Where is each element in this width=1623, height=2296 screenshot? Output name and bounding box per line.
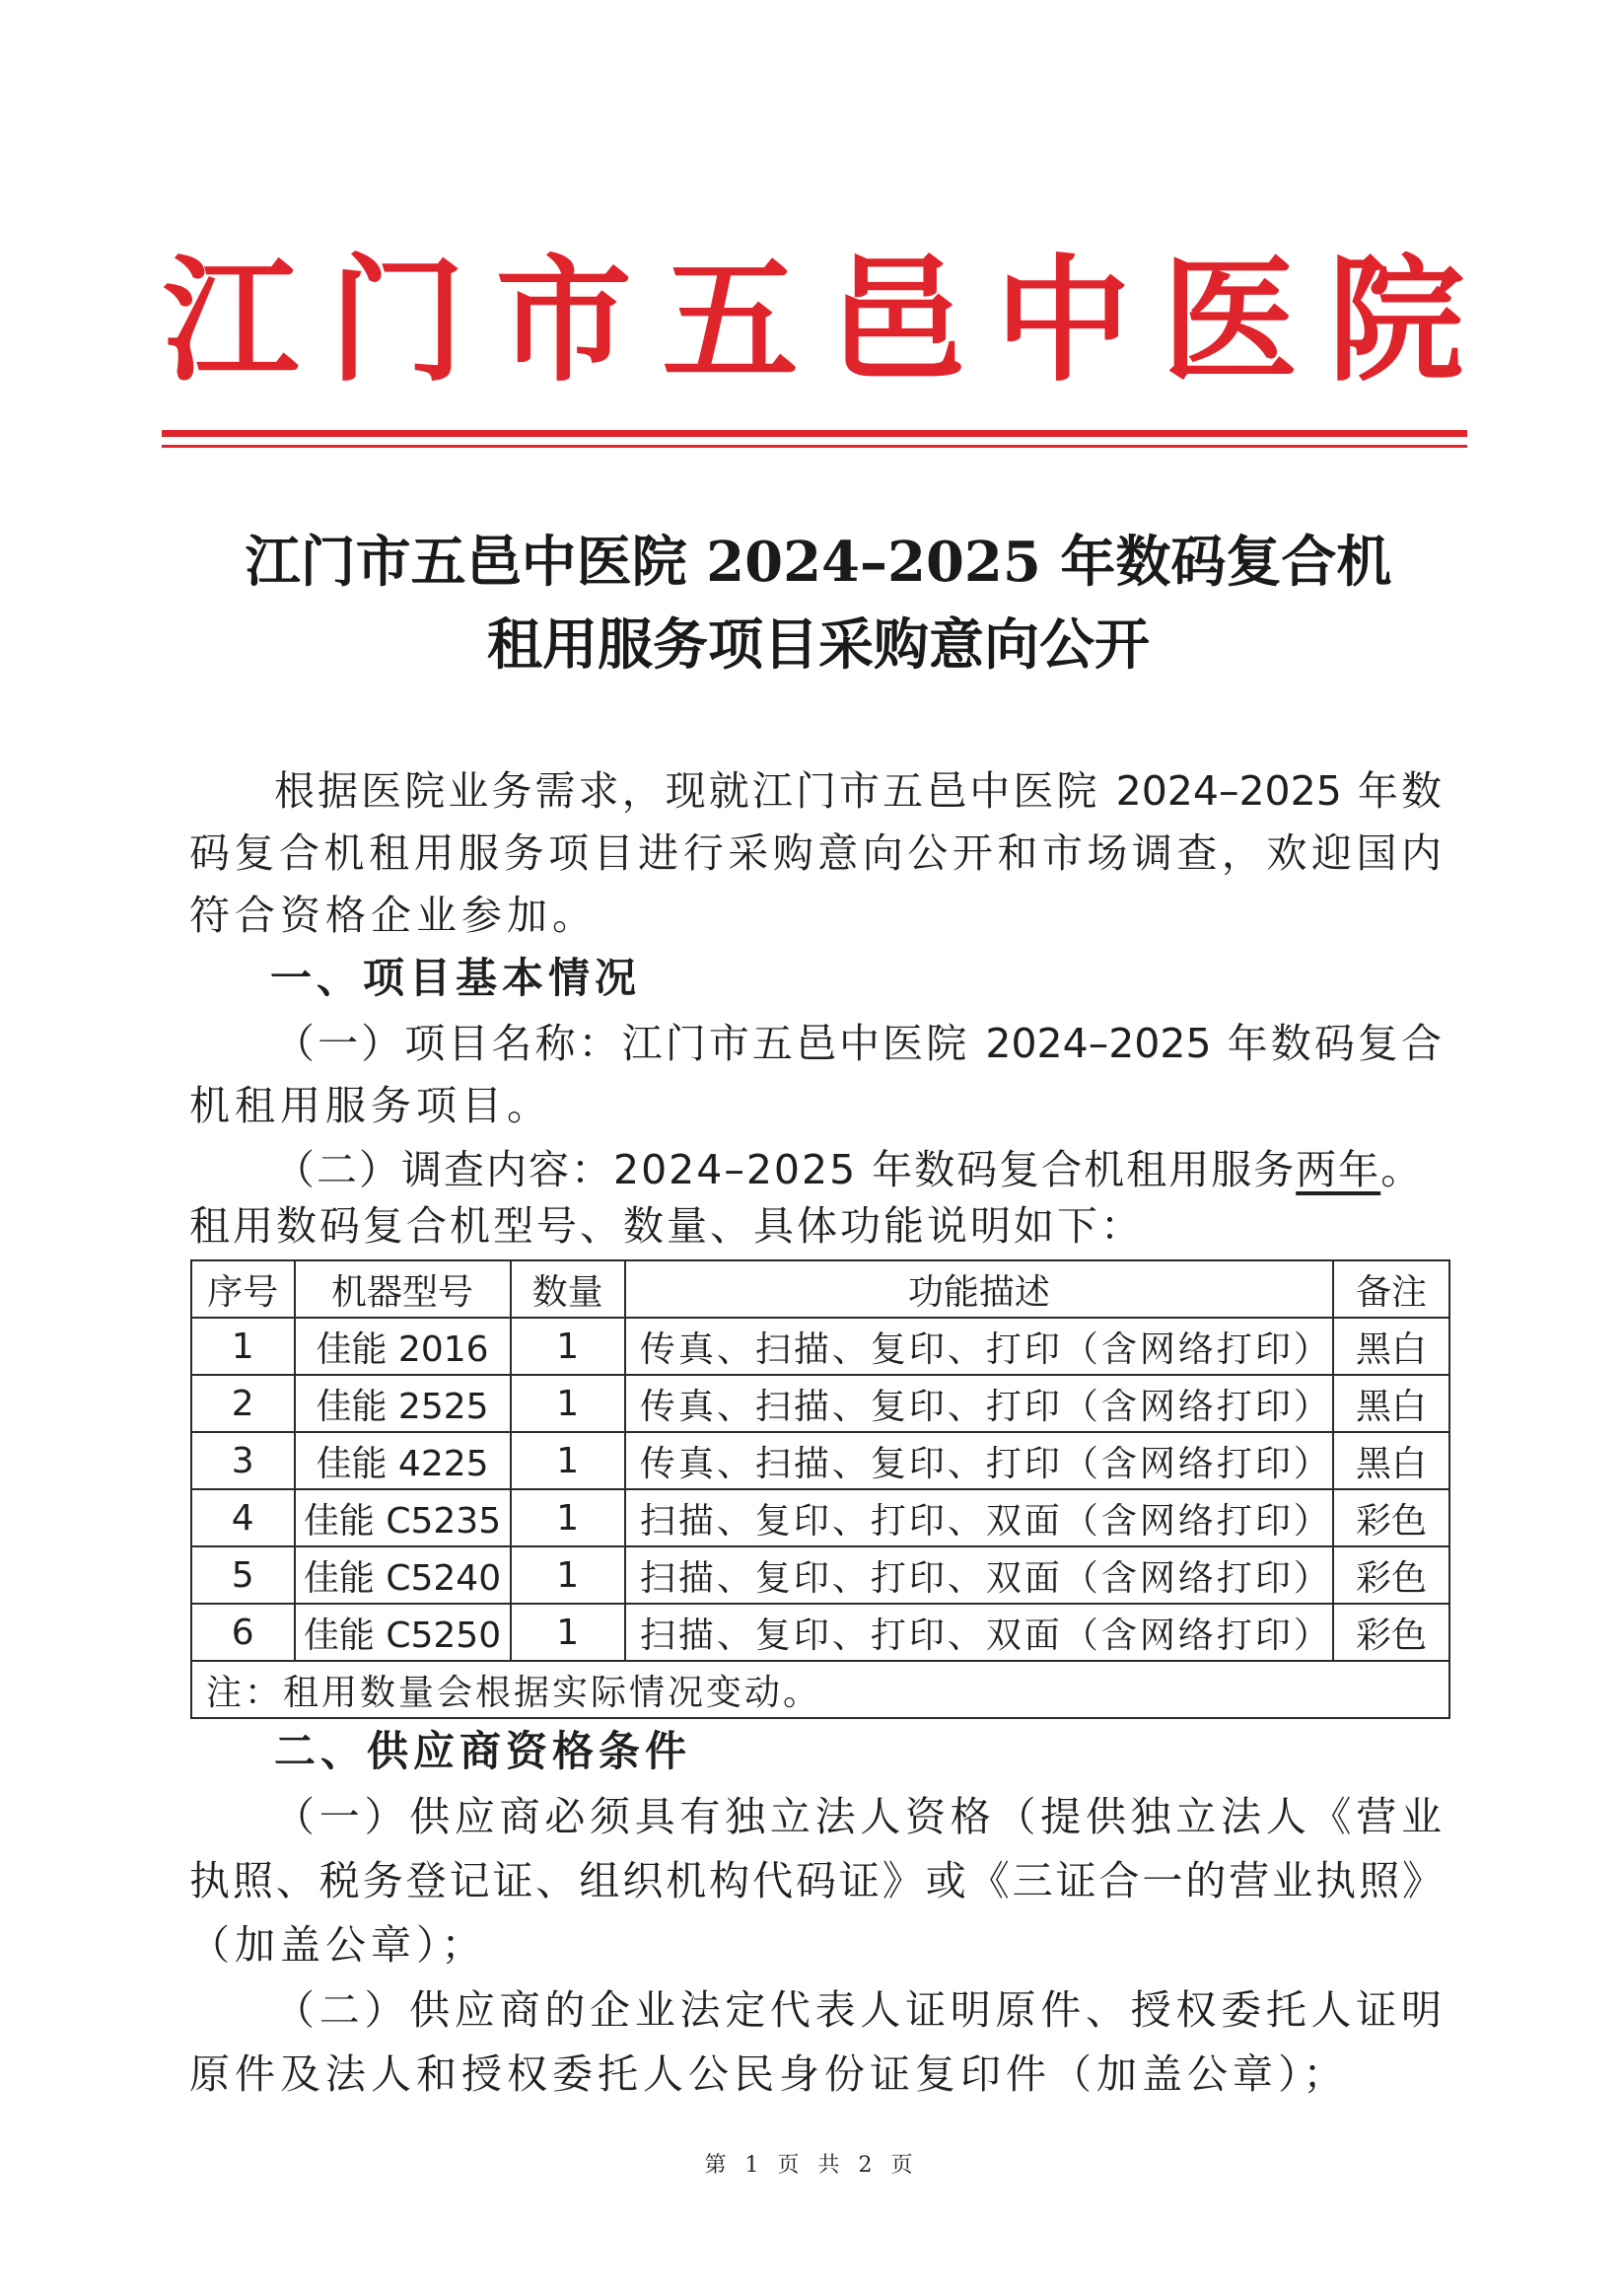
- cell-model: 佳能 4225: [295, 1432, 511, 1489]
- section-1-item-2-line-2: 租用数码复合机型号、数量、具体功能说明如下：: [189, 1202, 1144, 1250]
- cell-quantity: 1: [511, 1604, 625, 1661]
- copier-spec-table: [190, 1259, 1450, 1719]
- table-row: [191, 1375, 1449, 1432]
- cell-index: 3: [191, 1432, 295, 1489]
- letterhead-rule-thick: [162, 430, 1467, 437]
- letterhead-char: 江: [163, 240, 300, 400]
- page-number: 第 1 页 共 2 页: [704, 2153, 919, 2178]
- cell-index: 6: [191, 1604, 295, 1661]
- cell-function: 传真、扫描、复印、打印（含网络打印）: [625, 1318, 1333, 1375]
- table-row: [191, 1489, 1449, 1546]
- cell-remark: 黑白: [1333, 1375, 1449, 1432]
- cell-function: 扫描、复印、打印、双面（含网络打印）: [625, 1546, 1333, 1604]
- section-1-item-1-line-2: 机租用服务项目。: [189, 1082, 552, 1129]
- letterhead-char: 医: [1162, 240, 1299, 400]
- cell-remark: 彩色: [1333, 1546, 1449, 1604]
- header-function: 功能描述: [625, 1260, 1333, 1318]
- cell-function: 传真、扫描、复印、打印（含网络打印）: [625, 1375, 1333, 1432]
- cell-quantity: 1: [511, 1546, 625, 1604]
- cell-quantity: 1: [511, 1375, 625, 1432]
- section-2-item-2-line-2: 原件及法人和授权委托人公民身份证复印件（加盖公章）；: [189, 2050, 1349, 2098]
- cell-quantity: 1: [511, 1318, 625, 1375]
- table-note-row: [191, 1661, 1449, 1718]
- header-model: 机器型号: [295, 1260, 511, 1318]
- item-2-period: 。: [1380, 1146, 1424, 1193]
- letterhead-char: 邑: [828, 240, 965, 400]
- cell-model: 佳能 C5250: [295, 1604, 511, 1661]
- section-2-item-1-line-1: （一）供应商必须具有独立法人资格（提供独立法人《营业: [274, 1793, 1442, 1840]
- letterhead-char: 五: [662, 240, 799, 400]
- document-title-line-1: 江门市五邑中医院 2024–2025 年数码复合机: [245, 530, 1392, 595]
- cell-function: 传真、扫描、复印、打印（含网络打印）: [625, 1432, 1333, 1489]
- section-1-heading: 一、项目基本情况: [270, 954, 642, 1002]
- cell-remark: 黑白: [1333, 1318, 1449, 1375]
- cell-index: 1: [191, 1318, 295, 1375]
- section-2-heading: 二、供应商资格条件: [274, 1727, 692, 1775]
- cell-index: 2: [191, 1375, 295, 1432]
- item-2-text: （二）调查内容：2024–2025 年数码复合机租用服务: [274, 1146, 1297, 1193]
- cell-function: 扫描、复印、打印、双面（含网络打印）: [625, 1604, 1333, 1661]
- letterhead-char: 市: [495, 240, 632, 400]
- header-quantity: 数量: [511, 1260, 625, 1318]
- cell-remark: 彩色: [1333, 1489, 1449, 1546]
- section-2-item-1-line-3: （加盖公章）；: [189, 1921, 487, 1969]
- cell-index: 4: [191, 1489, 295, 1546]
- cell-model: 佳能 2525: [295, 1375, 511, 1432]
- letterhead-char: 中: [995, 240, 1132, 400]
- header-index: 序号: [191, 1260, 295, 1318]
- cell-remark: 彩色: [1333, 1604, 1449, 1661]
- section-1-item-2-line-1: [274, 1140, 1526, 1199]
- cell-quantity: 1: [511, 1432, 625, 1489]
- cell-model: 佳能 C5235: [295, 1489, 511, 1546]
- table-row: [191, 1546, 1449, 1604]
- table-row: [191, 1432, 1449, 1489]
- cell-function: 扫描、复印、打印、双面（含网络打印）: [625, 1489, 1333, 1546]
- cell-remark: 黑白: [1333, 1432, 1449, 1489]
- table-note: 注：租用数量会根据实际情况变动。: [191, 1661, 1449, 1718]
- table-header-row: [191, 1260, 1449, 1318]
- cell-model: 佳能 C5240: [295, 1546, 511, 1604]
- letterhead-rule-thin: [162, 445, 1467, 448]
- underlined-duration: 两年: [1296, 1146, 1381, 1193]
- letterhead-char: 院: [1327, 240, 1464, 400]
- intro-line-1: 根据医院业务需求，现就江门市五邑中医院 2024–2025 年数: [274, 767, 1442, 815]
- letterhead-char: 门: [328, 240, 465, 400]
- document-title-line-2: 租用服务项目采购意向公开: [487, 612, 1150, 678]
- section-1-item-1-line-1: （一）项目名称：江门市五邑中医院 2024–2025 年数码复合: [274, 1020, 1442, 1067]
- table-row: [191, 1318, 1449, 1375]
- table-row: [191, 1604, 1449, 1661]
- section-2-item-2-line-1: （二）供应商的企业法定代表人证明原件、授权委托人证明: [274, 1986, 1442, 2034]
- cell-quantity: 1: [511, 1489, 625, 1546]
- cell-model: 佳能 2016: [295, 1318, 511, 1375]
- section-2-item-1-line-2: 执照、税务登记证、组织机构代码证》或《三证合一的营业执照》: [189, 1857, 1442, 1904]
- intro-line-2: 码复合机租用服务项目进行采购意向公开和市场调查，欢迎国内: [189, 829, 1442, 877]
- cell-index: 5: [191, 1546, 295, 1604]
- header-remark: 备注: [1333, 1260, 1449, 1318]
- letterhead-title: [163, 240, 1464, 400]
- intro-line-3: 符合资格企业参加。: [189, 892, 598, 939]
